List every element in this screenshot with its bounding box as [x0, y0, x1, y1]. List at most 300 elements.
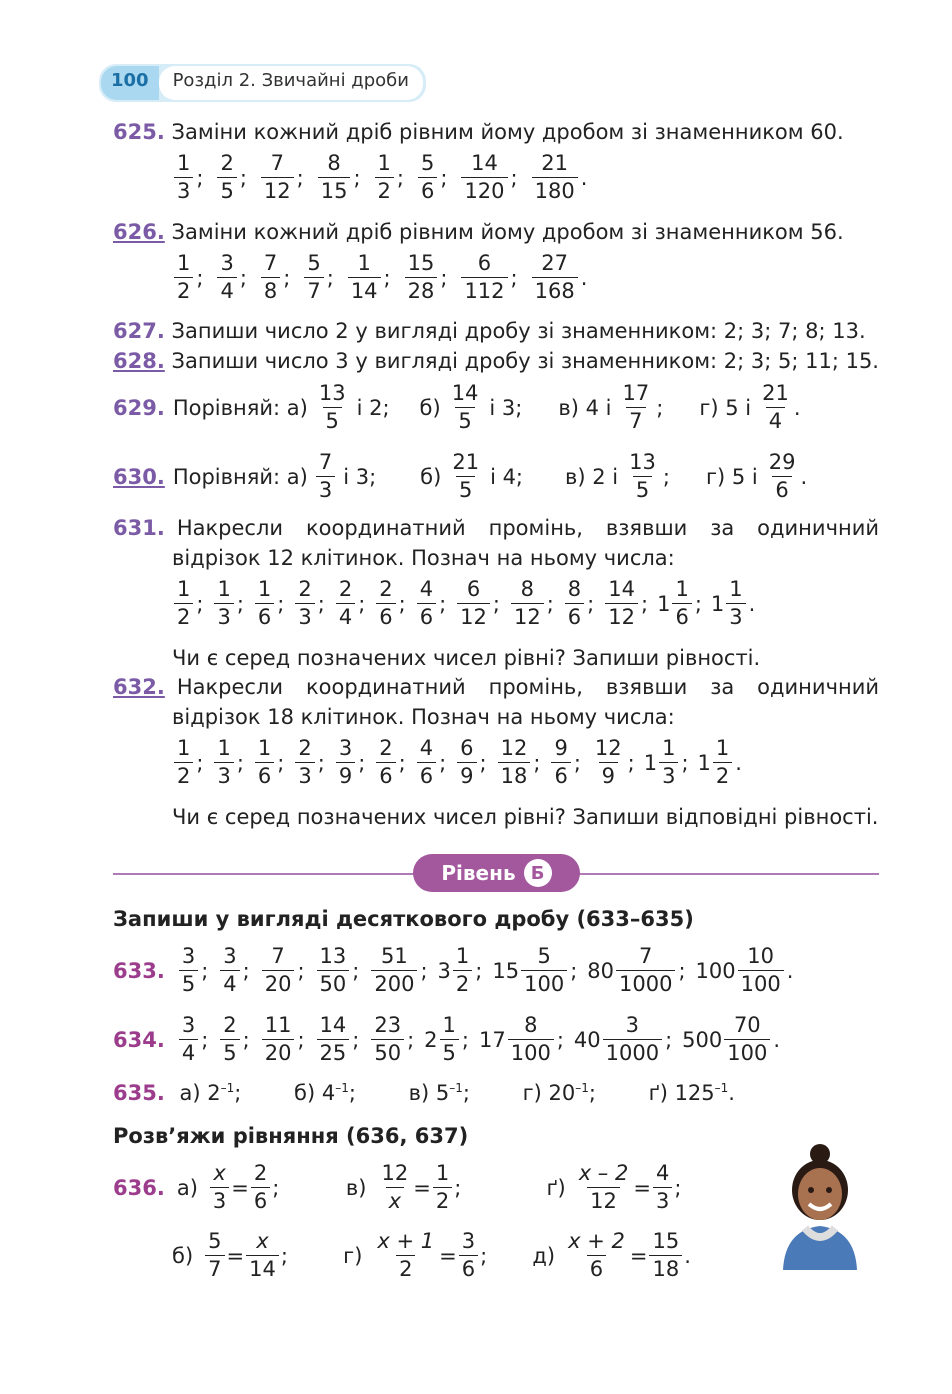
- denominator: 50: [371, 1039, 404, 1067]
- denominator: 12: [511, 603, 544, 631]
- separator: ;: [674, 1175, 682, 1200]
- denominator: 3: [174, 177, 193, 205]
- denominator: 14: [348, 277, 381, 305]
- numerator: 3: [625, 1013, 640, 1037]
- denominator: 5: [220, 1039, 239, 1067]
- denominator: 6: [551, 762, 570, 790]
- numerator: 5: [208, 1229, 222, 1253]
- denominator: 25: [317, 1039, 350, 1067]
- equals-sign: =: [413, 1175, 431, 1200]
- numerator: 3: [223, 944, 237, 968]
- fraction: [565, 576, 584, 632]
- denominator: 6: [255, 762, 274, 790]
- fraction: [418, 150, 437, 206]
- numerator: 6: [460, 736, 474, 760]
- numerator: 3: [461, 1229, 476, 1253]
- denominator: 120: [461, 177, 507, 205]
- separator: ;: [396, 165, 404, 190]
- denominator: 2: [174, 762, 193, 790]
- denominator: 6: [376, 762, 395, 790]
- fraction: [766, 449, 799, 505]
- fraction: [759, 380, 792, 436]
- separator: ;: [196, 165, 204, 190]
- denominator: 9: [457, 762, 476, 790]
- separator: ;: [272, 1175, 280, 1200]
- task-number: 631.: [113, 516, 165, 540]
- separator: ;: [201, 1027, 209, 1052]
- item-a: Порівняй: а): [172, 395, 308, 420]
- separator: ;: [439, 591, 447, 616]
- fraction: [214, 735, 233, 791]
- denominator: 8: [261, 277, 280, 305]
- fraction-row-625: [172, 150, 593, 206]
- fraction: [672, 576, 691, 632]
- task-635: 635. а) $2^{-1}$; б) $4^{-1}$; в) $5^{-1}$; г) $20^{-1}$; ґ) $125^{-1}$.: [113, 1081, 735, 1105]
- denominator: 3: [653, 1187, 672, 1215]
- separator: ;: [587, 591, 595, 616]
- denominator: 2: [174, 277, 193, 305]
- item-b: б): [420, 464, 442, 489]
- denominator: 15: [318, 177, 351, 205]
- whole-part: 1: [643, 750, 658, 775]
- task-question: Чи є серед позначених чисел рівні? Запиши рівності.: [172, 646, 761, 670]
- task-number: 635.: [113, 1081, 165, 1105]
- numerator: 27: [541, 251, 569, 275]
- denominator: 3: [295, 603, 314, 631]
- eq-g2: ґ): [546, 1175, 566, 1200]
- task-number: 633.: [113, 958, 165, 983]
- fraction: [378, 1160, 411, 1216]
- task-number: 627.: [113, 319, 165, 343]
- fraction: [375, 150, 394, 206]
- denominator: 18: [649, 1255, 682, 1283]
- numerator: 6: [477, 251, 492, 275]
- task-number: 629.: [113, 395, 165, 420]
- denominator: 6: [772, 476, 791, 504]
- numerator: 10: [747, 944, 775, 968]
- denominator: 3: [210, 1187, 229, 1215]
- fraction: [174, 735, 193, 791]
- separator: .: [748, 591, 756, 616]
- separator: ;: [454, 1175, 462, 1200]
- separator: ;: [678, 958, 686, 983]
- numerator: 1: [177, 736, 191, 760]
- denominator: 3: [726, 603, 745, 631]
- fraction: [457, 576, 490, 632]
- whole-part: 2: [424, 1027, 438, 1052]
- denominator: 100: [508, 1039, 554, 1067]
- whole-part: 40: [573, 1027, 601, 1052]
- task-630: 630. Порівняй: а) $\frac{7}{3}$ і 3; б) $\frac{21}{5}$ і 4; в) 2 і $\frac{13}{5}$ ; г) 5 і $\frac{29}{6}$ .: [113, 449, 807, 505]
- item-a-text: і 3;: [343, 464, 377, 489]
- numerator: 2: [379, 736, 393, 760]
- numerator: 21: [762, 381, 789, 405]
- fraction: [210, 1160, 229, 1216]
- fraction: [336, 576, 355, 632]
- equals-sign: =: [439, 1243, 457, 1268]
- denominator: 7: [304, 277, 323, 305]
- fraction: [371, 1012, 404, 1068]
- denominator: 14: [246, 1255, 279, 1283]
- fraction: [405, 250, 438, 306]
- separator: ;: [242, 1027, 250, 1052]
- item-b: б) 4: [294, 1081, 336, 1105]
- item-a-text: і 2;: [356, 395, 390, 420]
- fraction: [726, 576, 745, 632]
- numerator: 7: [270, 151, 284, 175]
- separator: ;: [479, 750, 487, 775]
- task-text: Накресли координатний промінь, взявши за одиничний: [176, 675, 879, 699]
- fraction: [659, 735, 678, 791]
- task-number: 636.: [113, 1175, 165, 1200]
- fraction: [532, 250, 578, 306]
- fraction: [261, 250, 280, 306]
- separator: ;: [353, 165, 361, 190]
- numerator: 5: [307, 251, 321, 275]
- fraction: [295, 576, 314, 632]
- whole-part: 3: [437, 958, 451, 983]
- fraction: [616, 943, 675, 999]
- numerator: 2: [253, 1161, 268, 1185]
- task-question: Чи є серед позначених чисел рівні? Запиши відповідні рівності.: [172, 805, 879, 829]
- numerator: 3: [220, 251, 234, 275]
- denominator: 100: [521, 970, 567, 998]
- numerator: 1: [177, 251, 191, 275]
- numerator: 1: [357, 251, 371, 275]
- numerator: 51: [381, 944, 408, 968]
- numerator: 12: [381, 1161, 409, 1185]
- fraction-row-626: [172, 250, 593, 306]
- fraction: [713, 735, 732, 791]
- fraction: [449, 449, 482, 505]
- denominator: 3: [659, 762, 678, 790]
- fraction: [371, 943, 417, 999]
- numerator: 13: [318, 381, 346, 405]
- fraction: [453, 943, 472, 999]
- fraction: [433, 1160, 452, 1216]
- item-d: г) 5 і: [699, 395, 752, 420]
- fraction: [174, 150, 193, 206]
- item-c: в) 2 і: [565, 464, 619, 489]
- numerator: 1: [715, 736, 730, 760]
- fraction: [511, 576, 544, 632]
- task-633: [113, 943, 799, 999]
- separator: ;: [358, 750, 366, 775]
- numerator: 7: [263, 251, 278, 275]
- denominator: x: [386, 1187, 404, 1215]
- denominator: 4: [217, 277, 236, 305]
- eq-b: б): [172, 1243, 194, 1268]
- numerator: 2: [338, 577, 353, 601]
- numerator: 14: [608, 577, 635, 601]
- numerator: 17: [622, 381, 650, 405]
- denominator: 12: [261, 177, 294, 205]
- task-626: [113, 220, 844, 244]
- denominator: 5: [217, 177, 236, 205]
- separator: ;: [196, 591, 204, 616]
- numerator: 1: [177, 151, 191, 175]
- page-header: [99, 64, 426, 102]
- denominator: 12: [587, 1187, 620, 1215]
- numerator: 1: [177, 577, 191, 601]
- fraction: [255, 735, 274, 791]
- fraction: [532, 150, 578, 206]
- numerator: 15: [407, 251, 435, 275]
- task-636-row2: [172, 1228, 691, 1284]
- numerator: 3: [338, 736, 353, 760]
- numerator: 70: [733, 1013, 761, 1037]
- denominator: 12: [457, 603, 490, 631]
- numerator: 14: [451, 381, 479, 405]
- item-c: в) 5: [408, 1081, 450, 1105]
- denominator: 6: [376, 603, 395, 631]
- separator: ;: [440, 165, 448, 190]
- numerator: 1: [257, 736, 272, 760]
- eq-g: г): [343, 1243, 363, 1268]
- numerator: x – 2: [578, 1161, 629, 1185]
- separator: ;: [546, 591, 554, 616]
- separator: ;: [439, 750, 447, 775]
- separator: ;: [475, 958, 483, 983]
- separator: ;: [297, 1027, 305, 1052]
- denominator: 6: [417, 762, 436, 790]
- whole-part: 1: [697, 750, 711, 775]
- fraction: [738, 943, 784, 999]
- fraction: [261, 150, 294, 206]
- separator: ;: [196, 265, 204, 290]
- fraction: [246, 1228, 279, 1284]
- fraction: [214, 576, 233, 632]
- denominator: 2: [375, 177, 394, 205]
- numerator: 7: [318, 450, 333, 474]
- numerator: x + 1: [377, 1229, 435, 1253]
- separator: ;: [440, 265, 448, 290]
- denominator: 7: [205, 1255, 224, 1283]
- fraction: [565, 1228, 628, 1284]
- denominator: 6: [418, 177, 437, 205]
- fraction: [179, 943, 198, 999]
- denominator: 9: [599, 762, 618, 790]
- numerator: 15: [652, 1229, 680, 1253]
- fraction: [295, 735, 314, 791]
- eq-a: а): [176, 1175, 198, 1200]
- separator: ;: [694, 591, 702, 616]
- fraction: [376, 576, 395, 632]
- separator: ;: [383, 265, 391, 290]
- denominator: 5: [440, 1039, 459, 1067]
- denominator: 2: [174, 603, 193, 631]
- numerator: 2: [220, 151, 234, 175]
- numerator: 8: [327, 151, 341, 175]
- task-text: Запиши число 2 у вигляді дробу зі знаменником: 2; 3; 7; 8; 13.: [171, 319, 866, 343]
- fraction: [551, 735, 570, 791]
- separator: .: [773, 1027, 781, 1052]
- fraction: [449, 380, 482, 436]
- separator: ;: [239, 165, 247, 190]
- task-629: 629. Порівняй: а) $\frac{13}{5}$ і 2; б) $\frac{14}{5}$ і 3; в) 4 і $\frac{17}{7}$ ; г) 5 і $\frac{21}{4}$ .: [113, 380, 801, 436]
- equals-sign: =: [226, 1243, 245, 1268]
- denominator: 5: [179, 970, 198, 998]
- equals-sign: =: [231, 1175, 249, 1200]
- denominator: 2: [433, 1187, 452, 1215]
- fraction: [205, 1228, 224, 1284]
- numerator: 5: [537, 944, 551, 968]
- fraction: [317, 943, 350, 999]
- denominator: 168: [532, 277, 578, 305]
- numerator: 21: [541, 151, 569, 175]
- separator: .: [580, 265, 588, 290]
- task-627: [113, 319, 866, 343]
- task-632: [113, 675, 879, 729]
- separator: ;: [533, 750, 541, 775]
- fraction: [220, 1012, 239, 1068]
- task-text: Запиши число 3 у вигляді дробу зі знаменником: 2; 3; 5; 11; 15.: [171, 349, 879, 373]
- exponent: –1: [220, 1081, 235, 1095]
- denominator: 100: [738, 970, 784, 998]
- separator: ;: [317, 591, 325, 616]
- item-d: г) 5 і: [705, 464, 758, 489]
- denominator: 2: [396, 1255, 415, 1283]
- exponent: –1: [449, 1081, 463, 1095]
- separator: ;: [398, 591, 406, 616]
- separator: ;: [358, 591, 366, 616]
- task-634: [113, 1012, 786, 1068]
- denominator: 5: [323, 407, 342, 435]
- separator: ;: [492, 591, 500, 616]
- task-text: Заміни кожний дріб рівним йому дробом зі знаменником 60.: [171, 120, 844, 144]
- fraction: [576, 1160, 632, 1216]
- numerator: 1: [729, 577, 743, 601]
- numerator: 1: [662, 736, 676, 760]
- exponent: –1: [714, 1081, 729, 1095]
- task-625: [113, 120, 844, 144]
- denominator: 20: [262, 1039, 295, 1067]
- fraction: [653, 1160, 672, 1216]
- fraction: [348, 250, 381, 306]
- whole-part: 1: [710, 591, 725, 616]
- separator: ;: [570, 958, 578, 983]
- fraction: [417, 735, 436, 791]
- numerator: x: [256, 1229, 269, 1253]
- section-heading: Розв’яжи рівняння (636, 637): [113, 1124, 469, 1148]
- numerator: 3: [181, 944, 196, 968]
- separator: ;: [665, 1027, 673, 1052]
- separator: .: [580, 165, 588, 190]
- fraction: [318, 150, 351, 206]
- separator: ;: [280, 1243, 288, 1268]
- item-a: Порівняй: а): [172, 464, 308, 489]
- numerator: x + 2: [568, 1229, 625, 1253]
- denominator: 1000: [616, 970, 675, 998]
- separator: ;: [283, 265, 291, 290]
- fraction: [521, 943, 567, 999]
- fraction: [626, 449, 659, 505]
- level-badge: [413, 854, 580, 892]
- denominator: 6: [417, 603, 436, 631]
- numerator: 5: [420, 151, 435, 175]
- fraction: [317, 1012, 350, 1068]
- denominator: 6: [587, 1255, 606, 1283]
- whole-part: 80: [587, 958, 614, 983]
- section-heading: Запиши у вигляді десяткового дробу (633–635): [113, 907, 694, 931]
- fraction: [620, 380, 653, 436]
- separator: ;: [317, 750, 325, 775]
- denominator: 6: [672, 603, 691, 631]
- task-number: 628.: [113, 349, 165, 373]
- separator: ;: [326, 265, 334, 290]
- equals-sign: =: [629, 1243, 648, 1268]
- item-c: в) 4 і: [558, 395, 612, 420]
- fraction-row-632: [172, 735, 748, 791]
- separator: ;: [398, 750, 406, 775]
- numerator: 8: [567, 577, 582, 601]
- numerator: x: [213, 1161, 226, 1185]
- denominator: 3: [316, 476, 335, 504]
- denominator: 20: [262, 970, 295, 998]
- numerator: 11: [264, 1013, 292, 1037]
- item-b: б): [419, 395, 441, 420]
- numerator: 8: [524, 1013, 538, 1037]
- item-d: г) 20: [522, 1081, 576, 1105]
- fraction: [304, 250, 323, 306]
- separator: ;: [352, 958, 360, 983]
- fraction: [603, 1012, 662, 1068]
- numerator: 7: [639, 944, 653, 968]
- task-636-row1: [113, 1160, 681, 1216]
- fraction: [605, 576, 638, 632]
- denominator: 200: [371, 970, 417, 998]
- denominator: 5: [633, 476, 652, 504]
- fraction: [376, 735, 395, 791]
- separator: ;: [640, 591, 649, 616]
- numerator: 4: [419, 577, 434, 601]
- numerator: 1: [455, 944, 470, 968]
- fraction: [461, 150, 507, 206]
- separator: ;: [297, 958, 305, 983]
- chapter-title: Розділ 2. Звичайні дроби: [159, 66, 423, 100]
- fraction: [724, 1012, 770, 1068]
- numerator: 2: [379, 577, 393, 601]
- separator: ;: [196, 750, 204, 775]
- denominator: 3: [214, 762, 233, 790]
- numerator: 4: [419, 736, 434, 760]
- numerator: 2: [298, 577, 312, 601]
- task-number: 625.: [113, 120, 165, 144]
- separator: ;: [681, 750, 689, 775]
- task-number: 630.: [113, 464, 165, 489]
- fraction: [336, 735, 355, 791]
- level-label: Рівень: [441, 861, 516, 885]
- fraction: [374, 1228, 437, 1284]
- whole-part: 15: [492, 958, 520, 983]
- separator: ;: [420, 958, 428, 983]
- fraction: [217, 150, 236, 206]
- separator: ;: [277, 591, 285, 616]
- page-number: 100: [101, 66, 159, 100]
- whole-part: 100: [695, 958, 736, 983]
- separator: ;: [556, 1027, 564, 1052]
- numerator: 8: [520, 577, 535, 601]
- denominator: 6: [459, 1255, 478, 1283]
- fraction: [316, 380, 349, 436]
- fraction: [417, 576, 436, 632]
- task-text: Заміни кожний дріб рівним йому дробом зі знаменником 56.: [171, 220, 844, 244]
- denominator: 2: [713, 762, 732, 790]
- denominator: 2: [453, 970, 472, 998]
- denominator: 180: [532, 177, 578, 205]
- girl-illustration: [775, 1142, 865, 1270]
- numerator: 9: [554, 736, 568, 760]
